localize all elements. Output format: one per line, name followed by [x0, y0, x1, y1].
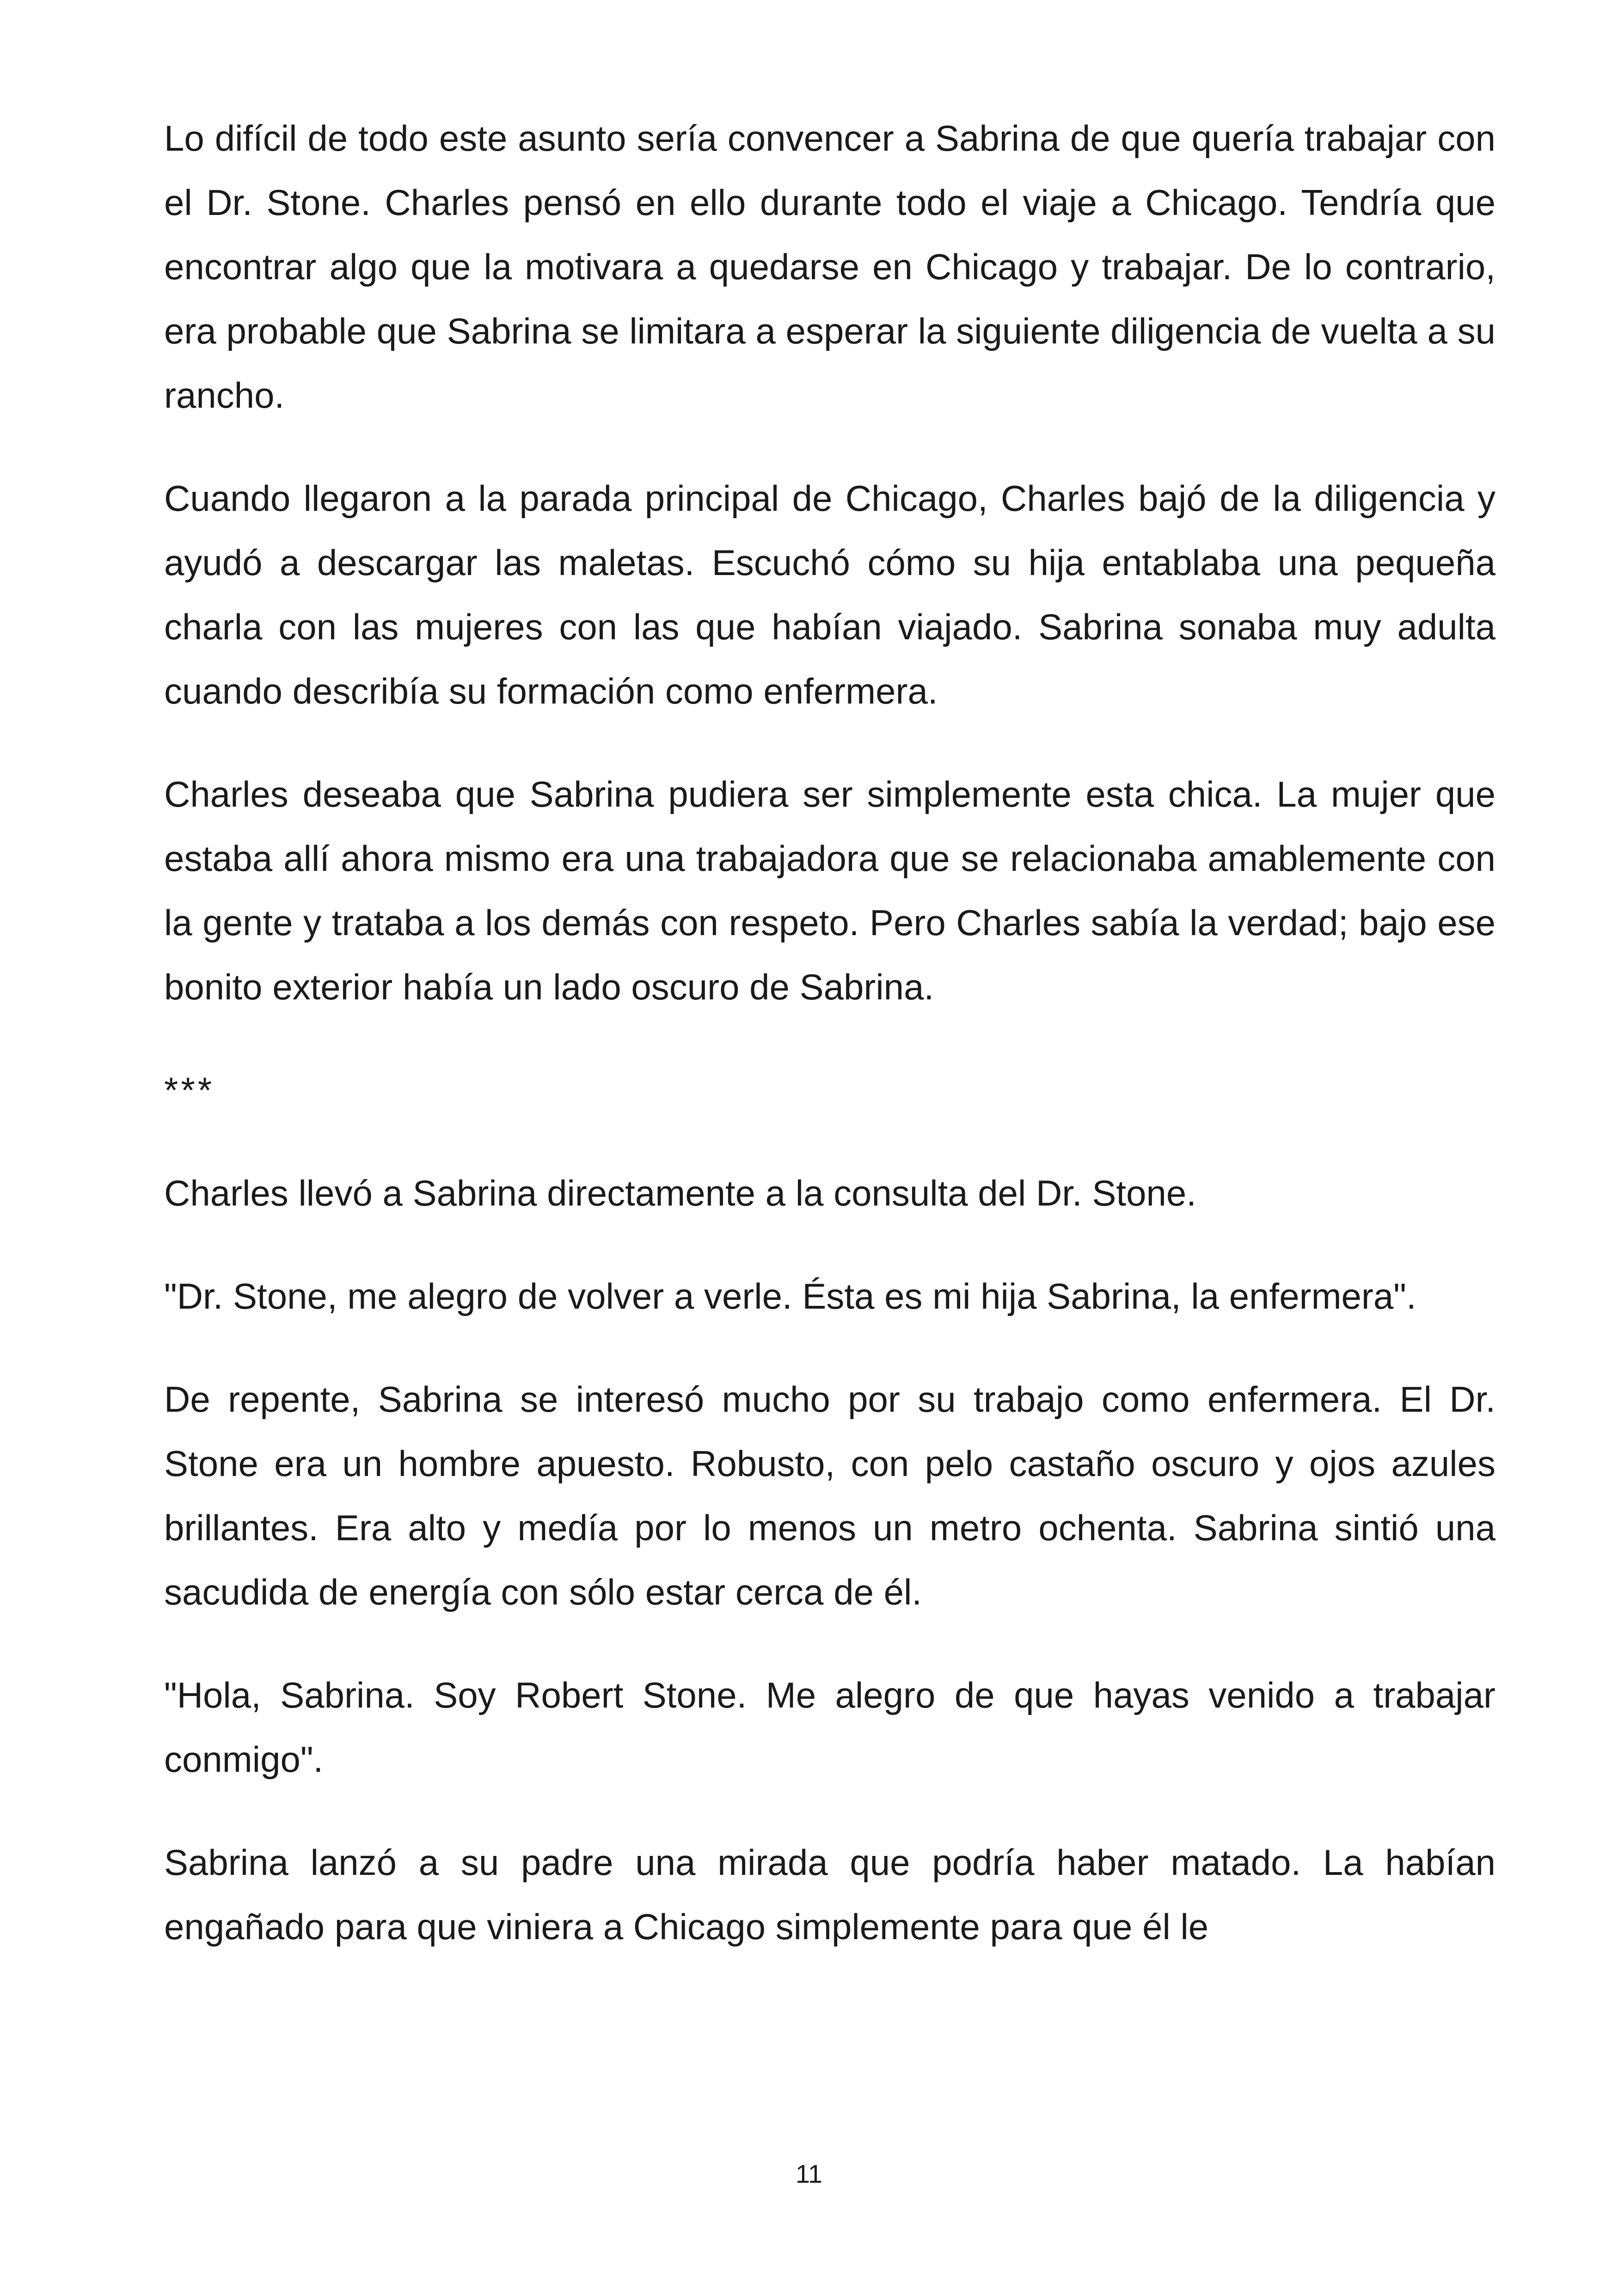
- paragraph: Charles llevó a Sabrina directamente a la consulta del Dr. Stone.: [164, 1173, 1196, 1213]
- paragraph: Lo difícil de todo este asunto sería convencer a Sabrina de que quería trabajar con el Dr. Stone. Charles pensó en ello durante todo el viaje a Chicago. Tendría que encontrar algo que la motivara a quedarse en Chicago y trabajar. De lo contrario, era probable que Sabrina se limitara a esperar la siguiente diligencia de vuelta a su rancho.: [164, 118, 1495, 416]
- page-number: 11: [795, 2159, 823, 2188]
- paragraph: Sabrina lanzó a su padre una mirada que podría haber matado. La habían engañado para que viniera a Chicago simplemente para que él le: [164, 1842, 1495, 1947]
- body-text: [164, 106, 1495, 1998]
- scene-separator: ***: [164, 1070, 215, 1110]
- paragraph: "Dr. Stone, me alegro de volver a verle. Ésta es mi hija Sabrina, la enfermera".: [164, 1276, 1416, 1316]
- paragraph: Charles deseaba que Sabrina pudiera ser simplemente esta chica. La mujer que estaba allí ahora mismo era una trabajadora que se relacionaba amablemente con la gente y trataba a los demás con respeto. Pero Charles sabía la verdad; bajo ese bonito exterior había un lado oscuro de Sabrina.: [164, 774, 1495, 1007]
- paragraph: "Hola, Sabrina. Soy Robert Stone. Me alegro de que hayas venido a trabajar conmigo".: [164, 1675, 1495, 1780]
- paragraph: Cuando llegaron a la parada principal de Chicago, Charles bajó de la diligencia y ayudó a descargar las maletas. Escuchó cómo su hija entablaba una pequeña charla con las mujeres con las que habían viajado. Sabrina sonaba muy adulta cuando describía su formación como enfermera.: [164, 478, 1495, 711]
- paragraph: De repente, Sabrina se interesó mucho por su trabajo como enfermera. El Dr. Stone era un hombre apuesto. Robusto, con pelo castaño oscuro y ojos azules brillantes. Era alto y medía por lo menos un metro ochenta. Sabrina sintió una sacudida de energía con sólo estar cerca de él.: [164, 1379, 1495, 1612]
